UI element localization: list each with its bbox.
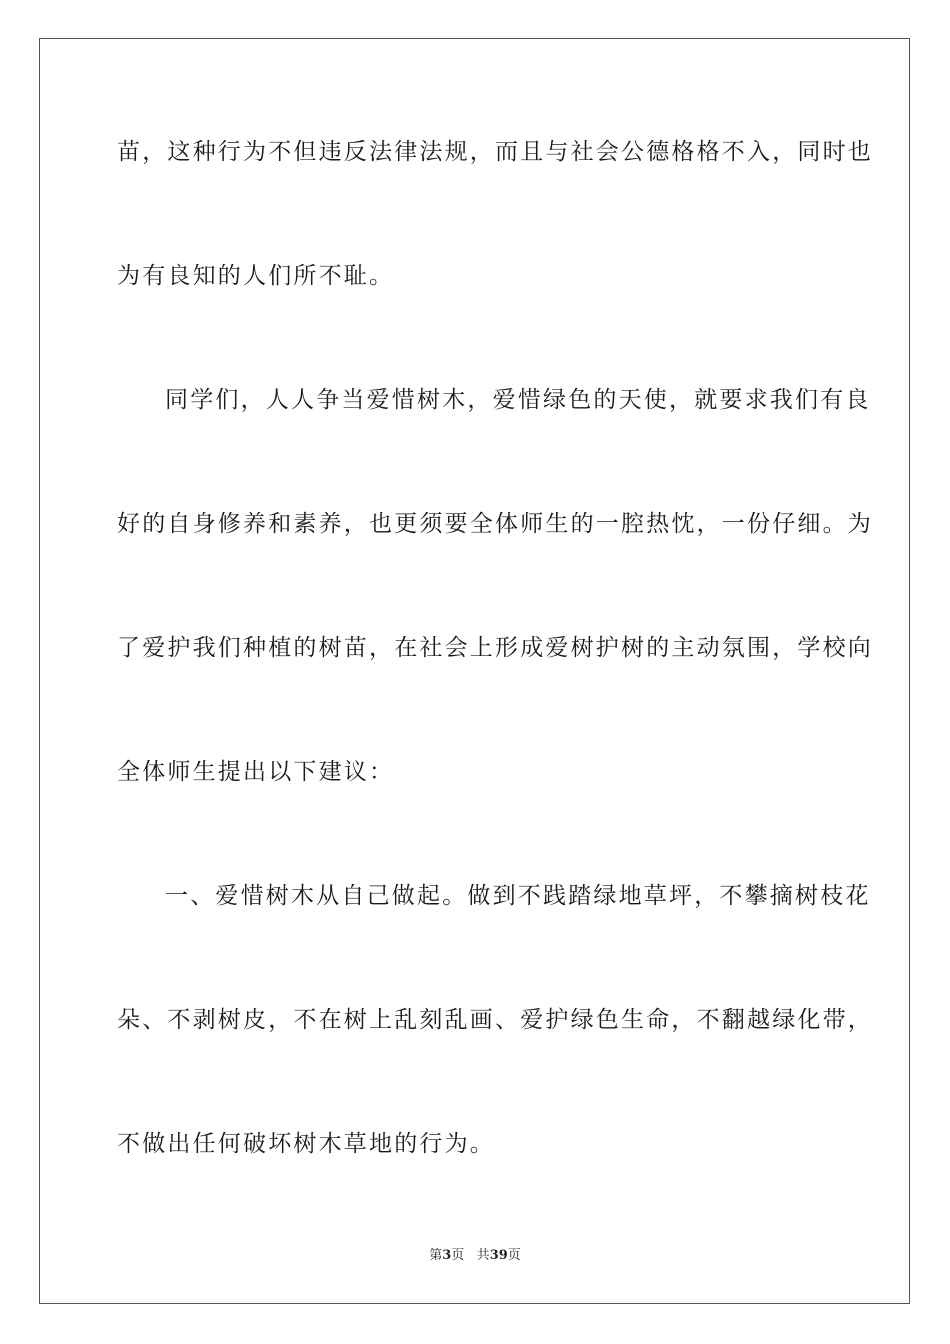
- page-border: [39, 38, 910, 1304]
- page-footer: [0, 1247, 950, 1265]
- paragraph-line-5: 了爱护我们种植的树苗，在社会上形成爱树护树的主动氛围，学校向: [117, 635, 873, 661]
- footer-total-unit: 页: [507, 1248, 521, 1263]
- paragraph-line-6: 全体师生提出以下建议：: [117, 759, 395, 785]
- footer-prefix: 第: [429, 1248, 443, 1263]
- footer-page-number: 3: [442, 1248, 452, 1263]
- paragraph-line-2: 为有良知的人们所不耻。: [117, 263, 395, 289]
- paragraph-line-9: 不做出任何破坏树木草地的行为。: [117, 1131, 495, 1157]
- footer-page-unit: 页: [451, 1248, 465, 1263]
- paragraph-line-4: 好的自身修养和素养，也更须要全体师生的一腔热忱，一份仔细。为: [117, 511, 873, 537]
- paragraph-line-7: 一、爱惜树木从自己做起。做到不践踏绿地草坪，不攀摘树枝花: [165, 883, 871, 909]
- footer-total-pages: 39: [489, 1248, 508, 1263]
- paragraph-line-8: 朵、不剥树皮，不在树上乱刻乱画、爱护绿色生命，不翻越绿化带，: [117, 1007, 873, 1033]
- paragraph-line-3: 同学们，人人争当爱惜树木，爱惜绿色的天使，就要求我们有良: [165, 387, 871, 413]
- paragraph-line-1: 苗，这种行为不但违反法律法规，而且与社会公德格格不入，同时也: [117, 139, 873, 165]
- footer-total-prefix: 共: [476, 1248, 490, 1263]
